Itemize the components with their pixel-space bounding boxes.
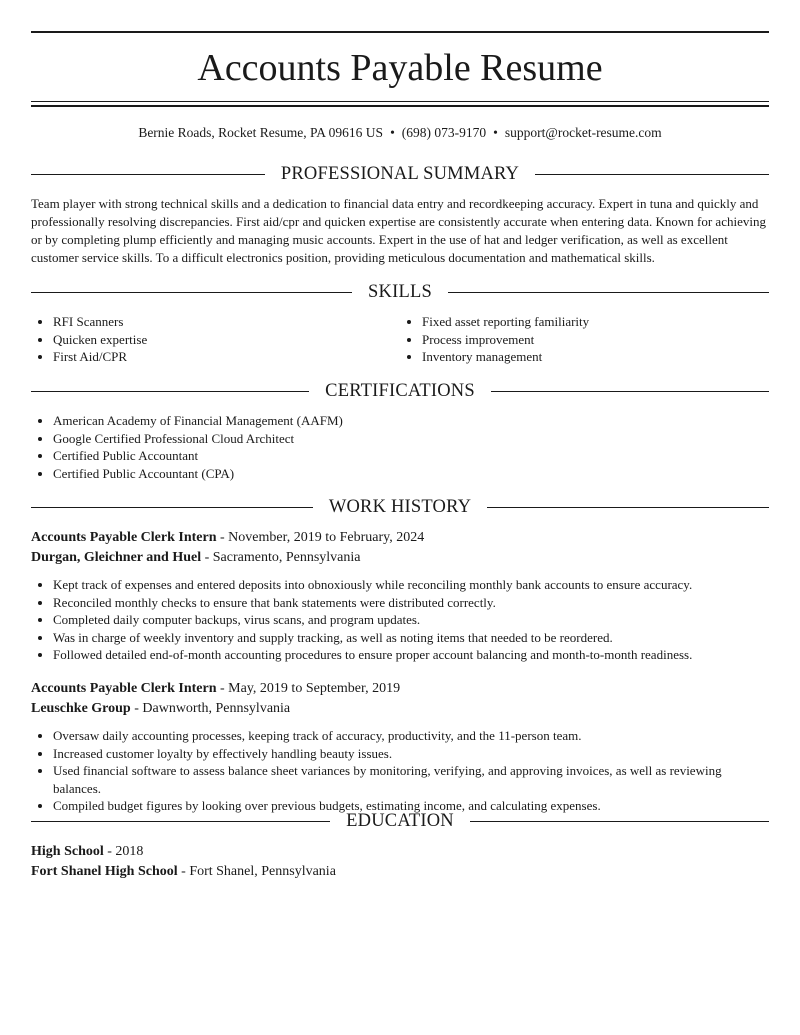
contact-address: Bernie Roads, Rocket Resume, PA 09616 US [138, 125, 384, 140]
section-title: PROFESSIONAL SUMMARY [280, 163, 520, 184]
certification-item: • Google Certified Professional Cloud Architect [53, 430, 769, 448]
education-entry [31, 842, 769, 882]
page-title: Accounts Payable Resume [197, 47, 603, 89]
dash: - [103, 844, 116, 859]
heading-rule-right [487, 507, 769, 508]
job-company-line [31, 699, 769, 719]
skills-column-right [400, 313, 769, 366]
job-title: Accounts Payable Clerk Intern [31, 681, 217, 696]
job-bullets [31, 576, 769, 664]
heading-rule-right [470, 821, 769, 822]
education-year: 2018 [115, 844, 144, 859]
summary-text: Team player with strong technical skills and a dedication to financial data entry and recordkeeping accuracy. Expert in tuna and quickly and professionally resolving discrepancies. First aid/cpr and quicken expertise are consistently accurate when entering data. Known for achieving or by completing plump efficiently and managing music accounts. Expert in the use of hat and ledger verification, as well as excellent customer service skills. To a difficult electronics position, providing meticulous documentation and mathematical skills. [31, 196, 766, 265]
job-company-line [31, 548, 769, 568]
job-bullet: • Followed detailed end-of-month accounting procedures to ensure proper account balancing and month-to-month readiness. [53, 646, 769, 664]
job-bullet: • Reconciled monthly checks to ensure that bank statements were distributed correctly. [53, 594, 769, 612]
dash: - [216, 530, 229, 545]
job-title-line [31, 528, 769, 548]
heading-rule-right [491, 391, 769, 392]
skill-item: • First Aid/CPR [53, 348, 400, 366]
job-location: Sacramento, Pennsylvania [212, 550, 361, 565]
job-bullet: • Completed daily computer backups, virus scans, and program updates. [53, 611, 769, 629]
skills-column-left [31, 313, 400, 366]
contact-line [31, 123, 769, 143]
skill-item: • Fixed asset reporting familiarity [422, 313, 769, 331]
certification-item: • Certified Public Accountant [53, 447, 769, 465]
contact-separator: • [390, 125, 395, 140]
job-location: Dawnworth, Pennsylvania [142, 701, 291, 716]
certifications-list [31, 412, 769, 482]
job-title-line [31, 679, 769, 699]
heading-rule-left [31, 174, 265, 175]
skill-item: • Process improvement [422, 331, 769, 349]
job-bullet: • Kept track of expenses and entered deposits into obnoxiously while reconciling monthly bank accounts to ensure accuracy. [53, 576, 769, 594]
section-heading-certifications [31, 379, 769, 403]
skill-item: • RFI Scanners [53, 313, 400, 331]
contact-phone: (698) 073-9170 [401, 125, 487, 140]
section-title: CERTIFICATIONS [325, 380, 475, 401]
dash: - [130, 701, 143, 716]
job-bullet: • Oversaw daily accounting processes, keeping track of accuracy, productivity, and the 11-person team. [53, 727, 769, 745]
job-dates: November, 2019 to February, 2024 [228, 530, 425, 545]
section-title: EDUCATION [346, 810, 454, 831]
heading-rule-left [31, 292, 352, 293]
skill-item: • Inventory management [422, 348, 769, 366]
section-heading-education [31, 809, 769, 833]
job-bullets [31, 727, 769, 815]
education-school: Fort Shanel High School [31, 864, 178, 879]
heading-rule-left [31, 507, 313, 508]
heading-rule-left [31, 391, 309, 392]
job-bullet: • Was in charge of weekly inventory and supply tracking, as well as noting items that needed to be reordered. [53, 629, 769, 647]
dash: - [177, 864, 190, 879]
education-degree-line [31, 842, 769, 862]
education-location: Fort Shanel, Pennsylvania [189, 864, 336, 879]
skill-item: • Quicken expertise [53, 331, 400, 349]
job-entry [31, 528, 769, 664]
certification-item: • Certified Public Accountant (CPA) [53, 465, 769, 483]
title-double-rule [31, 101, 769, 107]
heading-rule-left [31, 821, 330, 822]
job-company: Leuschke Group [31, 701, 131, 716]
job-bullet: • Increased customer loyalty by effectively handling beauty issues. [53, 745, 769, 763]
section-title: SKILLS [368, 281, 432, 302]
contact-separator: • [493, 125, 498, 140]
section-heading-summary [31, 162, 769, 186]
job-title: Accounts Payable Clerk Intern [31, 530, 217, 545]
job-bullet: • Used financial software to assess balance sheet variances by monitoring, verifying, and approving invoices, as well as reviewing balances. [53, 762, 769, 797]
section-heading-skills [31, 280, 769, 304]
job-entry [31, 679, 769, 815]
dash: - [216, 681, 229, 696]
job-company: Durgan, Gleichner and Huel [31, 550, 202, 565]
job-bullet: • Compiled budget figures by looking over previous budgets, estimating income, and calculating expenses. [53, 797, 769, 815]
heading-rule-right [448, 292, 769, 293]
heading-rule-right [535, 174, 769, 175]
certification-item: • American Academy of Financial Management (AAFM) [53, 412, 769, 430]
section-heading-work-history [31, 495, 769, 519]
skills-list [31, 313, 769, 366]
education-school-line [31, 862, 769, 882]
top-rule [31, 31, 769, 33]
education-degree: High School [31, 844, 104, 859]
dash: - [201, 550, 213, 565]
section-title: WORK HISTORY [328, 496, 472, 517]
contact-email: support@rocket-resume.com [504, 125, 662, 140]
job-dates: May, 2019 to September, 2019 [228, 681, 401, 696]
